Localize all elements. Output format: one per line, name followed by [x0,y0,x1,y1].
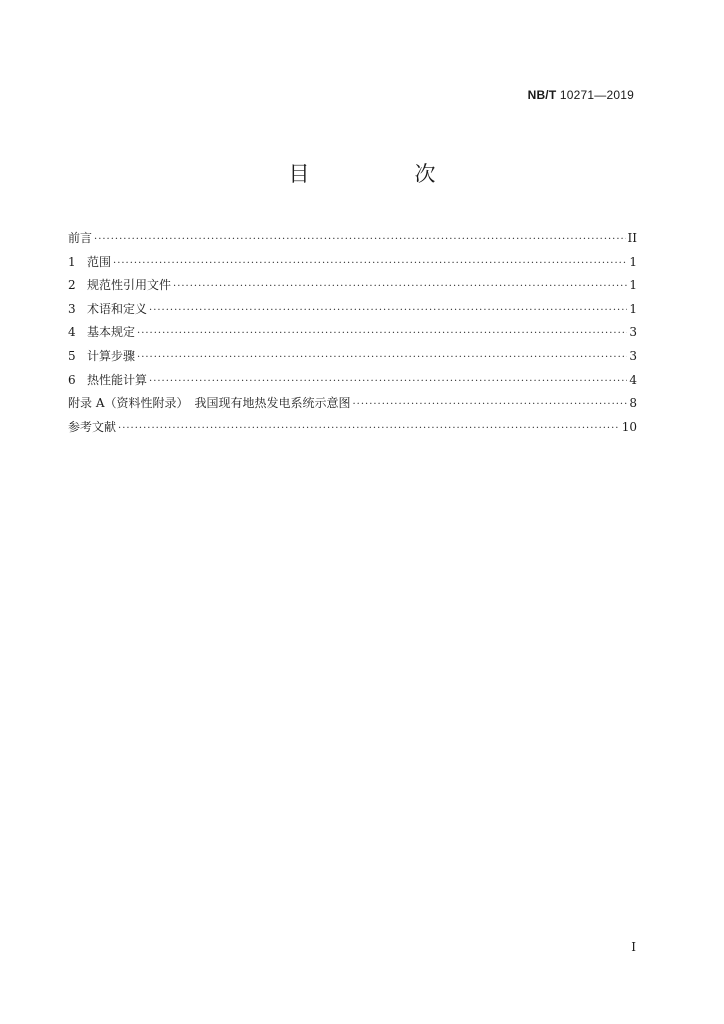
toc-entry-terms-definitions[interactable] [68,298,637,322]
toc-leader-dots [149,299,627,323]
toc-entry-number: 5 [68,348,76,363]
toc-entry-number: 1 [68,254,76,269]
toc-entry-normative-references[interactable] [68,274,637,298]
document-code-number: 10271—2019 [559,88,634,102]
toc-entry-page: 4 [629,372,637,387]
toc-leader-dots [94,228,626,252]
toc-entry-page: 3 [629,348,637,363]
toc-entry-label: 规范性引用文件 [87,278,172,293]
document-code-prefix: NB/T [527,88,557,102]
toc-entry-number: 3 [68,301,76,316]
toc-entry-basic-provisions[interactable] [68,321,637,345]
toc-entry-bibliography[interactable] [68,416,637,440]
toc-entry-page: 3 [629,325,637,340]
toc-entry-label: 参考文献 [68,419,117,434]
toc-entry-label: 附录 A（资料性附录） 我国现有地热发电系统示意图 [68,396,351,411]
page-number: I [631,940,636,954]
toc-leader-dots [118,417,620,441]
toc-entry-label: 计算步骤 [87,348,136,363]
toc-entry-scope[interactable] [68,251,637,275]
toc-leader-dots [137,322,627,346]
toc-entry-label: 范围 [87,254,112,269]
toc-entry-label: 术语和定义 [87,301,148,316]
toc-entry-label: 热性能计算 [87,372,148,387]
toc-leader-dots [113,252,627,276]
toc-leader-dots [149,370,627,394]
toc-entry-label: 基本规定 [87,325,136,340]
toc-entry-page: 1 [629,301,637,316]
toc-entry-appendix-a[interactable] [68,392,637,416]
toc-leader-dots [137,346,627,370]
toc-leader-dots [352,393,627,417]
toc-entry-page: II [627,231,637,245]
toc-entry-number: 4 [68,325,76,340]
toc-entry-page: 8 [629,396,637,411]
toc-entry-page: 1 [629,278,637,293]
toc-entry-calculation-steps[interactable] [68,345,637,369]
toc-entry-number: 2 [68,278,76,293]
toc-leader-dots [173,275,627,299]
toc-entry-thermal-performance[interactable] [68,369,637,393]
page-title: 目 次 [288,162,478,186]
toc-entry-foreword[interactable] [68,227,637,251]
toc-entry-page: 1 [629,254,637,269]
toc-entry-number: 6 [68,372,76,387]
table-of-contents [68,227,637,439]
toc-entry-page: 10 [621,419,637,434]
toc-entry-label: 前言 [68,231,93,245]
document-code [528,88,634,102]
